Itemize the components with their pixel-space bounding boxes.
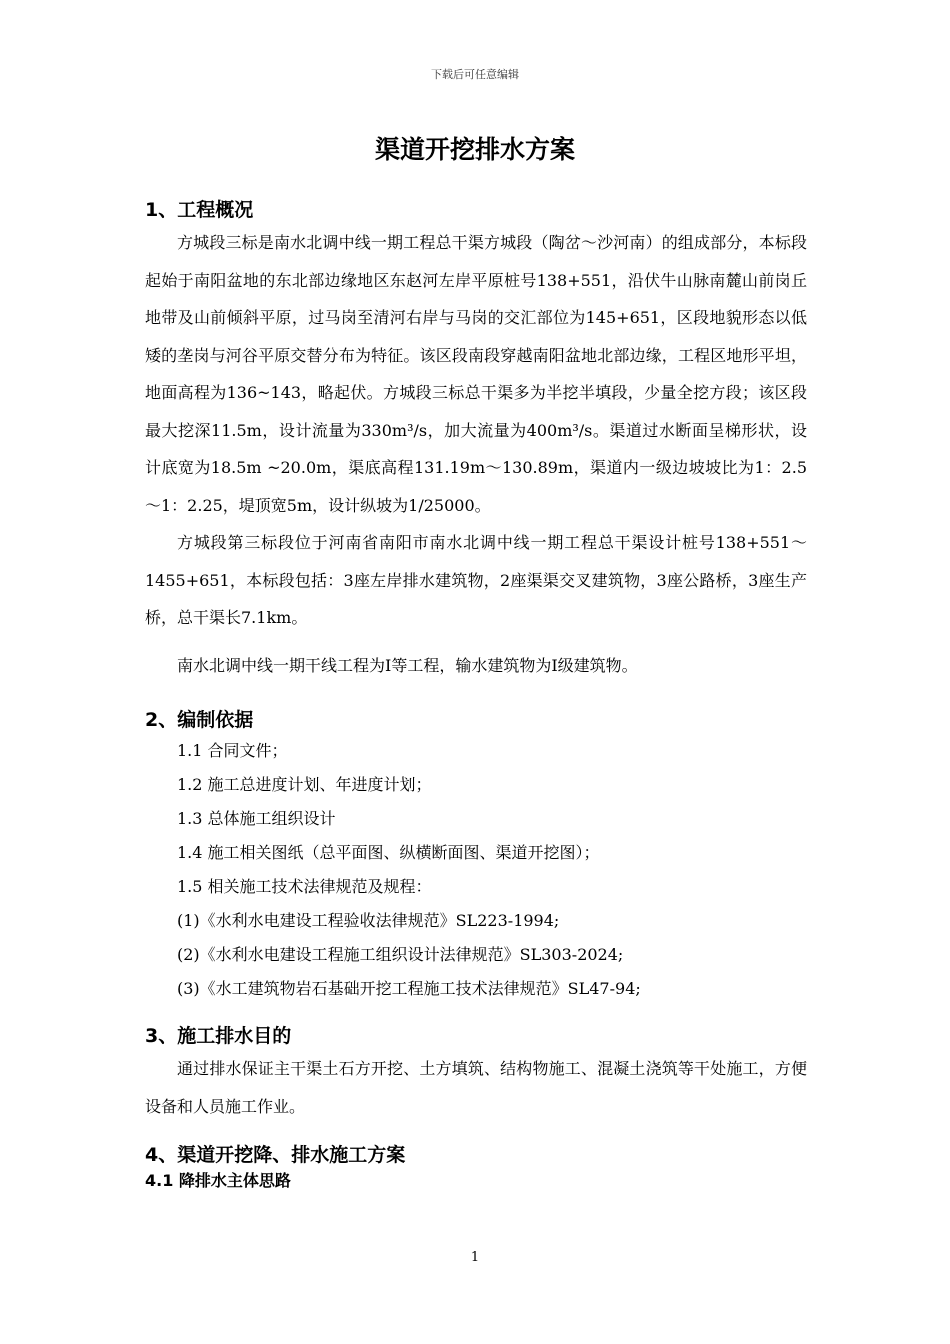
page-number: 1 xyxy=(470,1250,480,1265)
section-1 xyxy=(145,196,807,684)
list-item: 1.1 合同文件； xyxy=(177,741,288,760)
list-item: 1.5 相关施工技术法律规范及规程： xyxy=(177,877,432,896)
document-body xyxy=(145,196,807,1193)
section-heading: 1、工程概况 xyxy=(145,199,254,221)
list-item: (3)《水工建筑物岩石基础开挖工程施工技术法律规范》SL47-94; xyxy=(177,979,641,998)
section-heading: 4、渠道开挖降、排水施工方案 xyxy=(145,1144,406,1166)
subsection-heading: 4.1 降排水主体思路 xyxy=(145,1171,291,1190)
list-item: 1.4 施工相关图纸（总平面图、纵横断面图、渠道开挖图）； xyxy=(177,843,600,862)
section-heading: 3、施工排水目的 xyxy=(145,1025,292,1047)
section-3 xyxy=(145,1022,807,1125)
document-title: 渠道开挖排水方案 xyxy=(374,135,575,164)
header-note: 下载后可任意编辑 xyxy=(431,68,519,81)
list-item: 1.2 施工总进度计划、年进度计划； xyxy=(177,775,432,794)
paragraph: 通过排水保证主干渠土石方开挖、土方填筑、结构物施工、混凝土浇筑等干处施工，方便设备和人员施工作业。 xyxy=(145,1059,807,1116)
list-item: 1.3 总体施工组织设计 xyxy=(177,809,336,828)
section-heading: 2、编制依据 xyxy=(145,709,254,731)
list-item: (1)《水利水电建设工程验收法律规范》SL223-1994; xyxy=(177,911,560,930)
section-4 xyxy=(145,1141,807,1193)
paragraph: 南水北调中线一期干线工程为Ⅰ等工程，输水建筑物为Ⅰ级建筑物。 xyxy=(177,655,638,675)
list-item: (2)《水利水电建设工程施工组织设计法律规范》SL303-2024; xyxy=(177,945,624,964)
section-2 xyxy=(145,706,807,1006)
paragraph: 方城段三标是南水北调中线一期工程总干渠方城段（陶岔～沙河南）的组成部分，本标段起始于南阳盆地的东北部边缘地区东赵河左岸平原桩号138+551，沿伏牛山脉南麓山前岗丘地带及山前倾斜平原，过马岗至清河右岸与马岗的交汇部位为145+651，区段地貌形态以低矮的垄岗与河谷平原交替分布为特征。该区段南段穿越南阳盆地北部边缘，工程区地形平坦，地面高程为136~143，略起伏。方城段三标总干渠多为半挖半填段，少量全挖方段；该区段最大挖深11.5m，设计流量为330m³/s，加大流量为400m³/s。渠道过水断面呈梯形状，设计底宽为18.5m ~20.0m，渠底高程131.19m～130.89m，渠道内一级边坡坡比为1：2.5～1：2.25，堤顶宽5m，设计纵坡为1/25000。 xyxy=(145,233,807,515)
paragraph: 方城段第三标段位于河南省南阳市南水北调中线一期工程总干渠设计桩号138+551～1455+651，本标段包括：3座左岸排水建筑物，2座渠渠交叉建筑物，3座公路桥，3座生产桥，总干渠长7.1km。 xyxy=(145,533,807,627)
